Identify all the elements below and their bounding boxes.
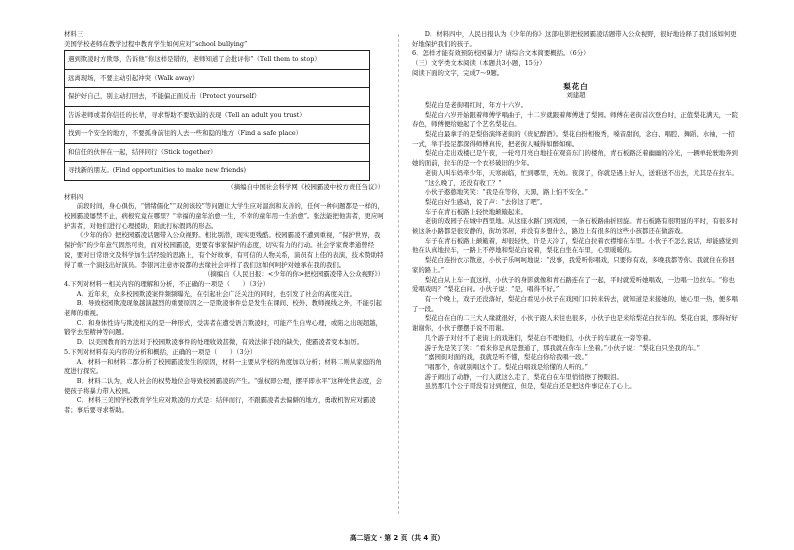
tip-row: 告诉老师或者你信任的长辈，寻求帮助不要软弱的表现（Tell an adult you trust）: [65, 106, 370, 125]
story-paragraph: 梨花白在白的二三大人缘就很好，小伙子跟人来往也很多，小伙子也是来给梨花白拉车的。梨花白说，那得好好谢谢你，小伙子摆摆手说不用谢。: [412, 314, 738, 333]
story-paragraph: 老街人叫车妈牵少年，天寒雨临，忙到哪里，无妨。夜深了，你就是遇上好人，送谁送不出去，尤其是在拉车。: [424, 168, 738, 177]
story-title: 梨花白: [563, 81, 589, 91]
tip-row: 保护好自己，别主动打回去，不能偏正面反击（Protect yourself）: [65, 88, 370, 107]
material4-title: 材料四: [64, 192, 84, 201]
tip-row: 和信任的伙伴在一起，结伴同行（Stick together）: [65, 143, 370, 162]
story-paragraph: 小伙子憨憨地笑笑：“我是在等你，天黑，路上怕不安全。”: [424, 188, 588, 197]
tip-row: 寻找新的朋友。(Find opportunities to make new friends): [65, 162, 370, 181]
material3-intro: 美国学校老师在教学过程中教育学生如何应对“school bullying”: [64, 39, 248, 48]
story-body: [412, 101, 740, 392]
story-paragraph: 几个游子对付不了老街上的戏迷们，梨花白不理他们，小伙子的车就在一旁等着。: [424, 333, 655, 342]
tip-row: 远离现场，不要主动引起冲突（Walk away）: [65, 69, 370, 88]
material4-paragraph: 前段时间，身心俱伤，“情绪儒化”“双剑该较”等问题让大学生应对温润和友善的，任何一种问题都是一样的，校园霸凌屡禁不止，病根究竟在哪里？“幸福的童年治愈一生，不幸的童年用一生治愈”。张法能把他害者，更应呵护害者，对他们进行心理援助，阳此打标假鸿的形态。: [64, 202, 384, 230]
question-4: 4.下列对材料一相关内容的理解和分析，不正确的一项是（ ）（3分）: [64, 279, 270, 288]
section-3-heading: （三）文学类文本阅读（本题共3小题，15分）: [412, 59, 546, 68]
right-column: [412, 30, 740, 392]
story-paragraph: 车子在青石板路上轻快地颠簸起来。: [424, 207, 528, 216]
tip-row: 遇到欺凌时方欺辱，告诉他“你这样是错的，老师知道了会批评你”（Tell them to stop）: [65, 51, 370, 70]
material4-source: （摘编自《人民日报：<少年的你>把校园霸凌带入公众视野》）: [203, 270, 384, 279]
story-paragraph: “嘉园街对面的戏，我就是听不懂，梨花白你给我唱一段。”: [424, 353, 588, 362]
story-paragraph: 车子在青石板路上颠簸着，却很轻快，许是天冷了，梨花白拉着衣襟缩在车里。小伙子不怎么说话，却能感觉到他在认真地拉车，一路上不停地和梨花白说着，梨花白坐在车里，心里暖暖的。: [412, 236, 738, 255]
material4-paragraph: 《少年的你》把校园霸凌话题带入公众视野。相比别潜，现实更残酷。校园霸凌不遭到重视，“保护世界，我保护你”的少年意气固然可贵，而对校园霸凌，更要有事家保护的态度，切实有力的行动。社会学家费孝通曾经说，要对日常语文及科学加生活经验的思路上，有个好故事，有可信的人物关系，演员有上佳的表演，技术赞助特得了重一个演技出好演员。李银河注意亦说都的去缘社会评样了我们这如何呵护对她承在我的我们。: [64, 231, 384, 269]
option-4c: C．和身体性诗与欺凌相关的是一种形式，受害者在遭受语言欺凌时，可能产生自卑心理，或陷之出现超越，锻学去至精神等问题。: [64, 318, 383, 337]
section-3-instruction: 阅读下面的文字，完成7～9题。: [412, 68, 504, 77]
story-paragraph: 梨花白六岁开始跟着师傅学唱曲子，十二岁就跟着师傅进了梨园。师傅在老街首次登台时，正值梨花满天，一院春色，师傅便给她起了个艺名梨花白。: [412, 110, 738, 129]
option-5b: B．材料二认为，成人社会的权势地位会导致校园霸凌的产生。“强权即公理，摆平即水平”这种处世态度，会使孩子将暴力带入校园。: [64, 376, 382, 395]
column-gutter: [398, 34, 399, 514]
bullying-tips-table: [64, 50, 370, 181]
story-paragraph: “这么晚了，还没有收工？”: [424, 178, 502, 187]
material3-title: 材料三: [64, 30, 84, 38]
tip-row: 找到一个安全的地方，不要孤身前往的人去一些和隐的地方（Find a safe place）: [65, 125, 370, 144]
story-paragraph: 梨花白走出戏楼已是午夜，一轮弯月亮白地挂在观音东门的楼角，青石板路泛着幽幽的冷光，一辆单轮驶地奔到她的面前，拉车的是一个衣衫破旧的少年。: [412, 149, 738, 168]
story-paragraph: 梨花白好生感动，说了声：“去你这了吧”。: [424, 197, 547, 206]
material3-source: （摘编自中国社会科学网《校园霸凌中校方责任刍议》）: [227, 182, 384, 191]
option-5a: A．材料一和材料二都分析了校园霸凌发生的原因，材料一主要从学校的角度加以分析；材料二则从家庭的角度进行探究。: [64, 357, 382, 376]
story-paragraph: 虽然那几个公子哥没有讨到便宜，但是，梨花白还是把这件事记在了心上。: [424, 382, 636, 391]
story-paragraph: 梨花白最拿手的是梨俗演绎老街的《贵妃醉酒》。梨花白扮相俊秀，嗓音甜润，念白、唱腔、舞蹈、水袖，一招一式，举手投足都深得师傅真传，把老街人喊得如醉如痴。: [412, 130, 735, 148]
option-4a: A．近年来，众多校园欺凌案件频频曝光，在引起社会广泛关注的同时，也引发了社会的高度关注。: [76, 289, 357, 298]
story-paragraph: 梨花白是老街唱红时，年方十六岁。: [424, 100, 528, 109]
option-5c: C．材料三美国学校教育学生应对欺凌的方式是：结伴而行，不跟霸凌者去偏僻的地方，勇敢机智应对霸凌者；事后要寻求帮助。: [64, 396, 376, 415]
story-paragraph: 老街的戏园子在城中西里地。从这座水路门到戏园，一条石板路曲折回旋。青石板路有很明显的平时，有很多时候这条小路都是很安静的，街坊邻居，并没有多想什么，路边上有很多的这些小孩都还在做游戏。: [412, 217, 738, 236]
story-paragraph: 有一个晚上，戏子还没落好，梨花白看见小伙子在戏园门口转来转去，就知道是来接她的，她心里一热，便多唱了一段。: [412, 294, 738, 313]
story-paragraph: 游子先是笑了笑：“看来你是真是想通了，那我就在你车上坐着。”小伙子说：“梨花白只坐我的车。”: [424, 343, 700, 352]
story-paragraph: 游子闹出了动静，一行人就这么走了，梨花白在车里悄悄擦了擦眼泪。: [424, 372, 623, 381]
option-5d: D．材料四中，人民日报认为《少年的你》这部电影把校园霸凌话题带入公众视野，很好地诠释了我们该如何更好地保护我们的孩子。: [412, 30, 737, 48]
story-paragraph: “唱那个，你就别唱这个了。梨花白唱戏是给懂的人听的。”: [424, 362, 588, 371]
option-4b: B．导致校园欺凌现象越演越烈的重要原因之一是欺凌事件总是发生在课间、校外、教师视线之外，不能引起老师的重视。: [64, 299, 382, 318]
left-column: [64, 30, 384, 416]
question-6: 6．怎样才能有效预防校园暴力？请综合文本简要概括。（6分）: [412, 49, 590, 58]
question-5: 5.下列对材料有关内容的分析和概括，正确的一项是（ ）（3分）: [64, 347, 257, 356]
option-4d: D．以美国教育的方法对于校园欺凌事件的处理收效甚微，有效法律手段的缺失，使霸凌者变本加厉。: [76, 338, 364, 347]
story-author: 刘建超: [566, 91, 586, 100]
page-footer: 高二语文 · 第 2 页（共 4 页）: [349, 534, 445, 542]
story-paragraph: 梨花白从上车一直这样，小伙子的身影就像和青石路连在了一起，平时就爱听她唱戏，一边唱一边拉车。“你也爱唱戏吗？”梨花白问。小伙子说：“是，唱得不好。”: [412, 275, 735, 294]
story-paragraph: 梨花白连扮衣示散意，小伙子乐呵呵地说：“没事，我爱听你唱戏，只要你有戏，多晚我都等你。我就住在你回家的路上。”: [412, 256, 735, 274]
